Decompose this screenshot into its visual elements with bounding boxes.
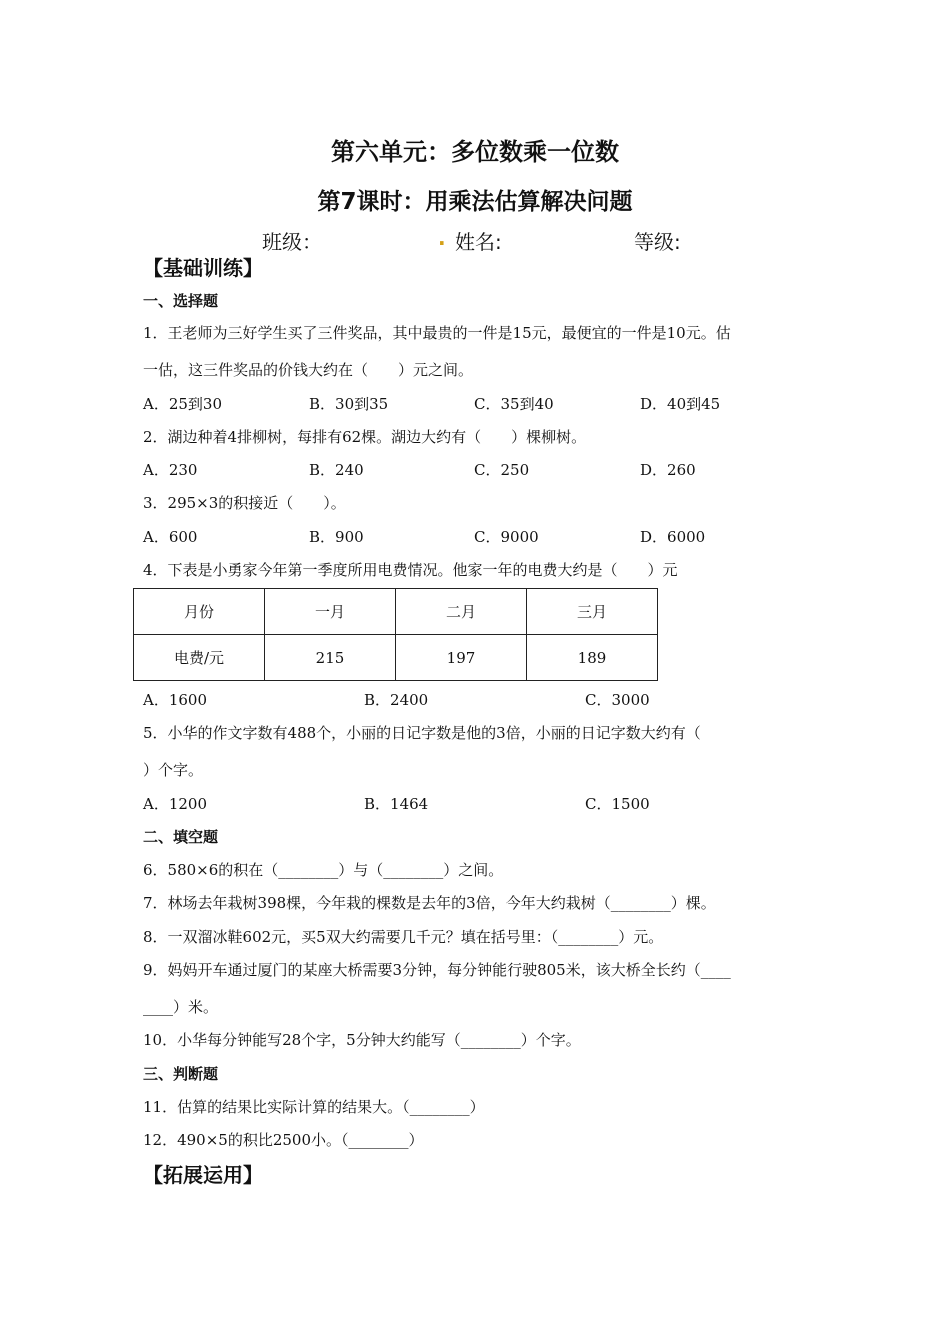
- electricity-fee-table: [133, 588, 658, 681]
- question-4: 4．下表是小勇家今年第一季度所用电费情况。他家一年的电费大约是（ ）元: [143, 561, 678, 579]
- q2-option-a: A．230: [143, 461, 198, 479]
- q1-option-c: C．35到40: [474, 395, 554, 413]
- part3-heading: 三、判断题: [143, 1065, 219, 1083]
- dot-mark: .: [438, 226, 446, 250]
- question-3: 3．295×3的积接近（ ）。: [143, 494, 346, 512]
- section-extended-application: 【拓展运用】: [143, 1163, 263, 1187]
- table-cell: 三月: [527, 589, 658, 635]
- question-6: 6．580×6的积在（________）与（________）之间。: [143, 861, 504, 879]
- q3-option-d: D．6000: [640, 528, 706, 546]
- q1-option-b: B．30到35: [309, 395, 389, 413]
- question-5-line2: ）个字。: [143, 761, 204, 779]
- q2-option-b: B．240: [309, 461, 364, 479]
- section-basic-training: 【基础训练】: [143, 256, 263, 280]
- q5-option-b: B．1464: [364, 795, 429, 813]
- question-9-line1: 9．妈妈开车通过厦门的某座大桥需要3分钟，每分钟能行驶805米，该大桥全长约（____: [143, 961, 731, 979]
- question-2: 2．湖边种着4排柳树，每排有62棵。湖边大约有（ ）棵柳树。: [143, 428, 587, 446]
- table-cell: 一月: [265, 589, 396, 635]
- q4-option-a: A．1600: [143, 691, 208, 709]
- q4-option-b: B．2400: [364, 691, 429, 709]
- question-8: 8．一双溜冰鞋602元，买5双大约需要几千元？填在括号里：（________）元。: [143, 928, 664, 946]
- q3-option-a: A．600: [143, 528, 198, 546]
- page-title: 第六单元：多位数乘一位数: [331, 138, 619, 166]
- lesson-subtitle: 第7课时：用乘法估算解决问题: [317, 189, 633, 215]
- question-5-line1: 5．小华的作文字数有488个，小丽的日记字数是他的3倍，小丽的日记字数大约有（: [143, 724, 701, 742]
- table-cell: 月份: [134, 589, 265, 635]
- table-cell: 189: [527, 635, 658, 681]
- table-cell: 197: [396, 635, 527, 681]
- q3-option-c: C．9000: [474, 528, 539, 546]
- q5-option-c: C．1500: [585, 795, 650, 813]
- name-label: 姓名:: [455, 230, 502, 254]
- question-12: 12．490×5的积比2500小。（________）: [143, 1131, 424, 1149]
- table-row: [134, 635, 658, 681]
- class-label: 班级：: [262, 230, 322, 254]
- grade-label: 等级:: [634, 230, 681, 254]
- part1-heading: 一、选择题: [143, 292, 219, 310]
- question-7: 7．林场去年栽树398棵，今年栽的棵数是去年的3倍，今年大约栽树（________）棵。: [143, 894, 716, 912]
- q1-option-d: D．40到45: [640, 395, 721, 413]
- q5-option-a: A．1200: [143, 795, 208, 813]
- question-1-line1: 1．王老师为三好学生买了三件奖品，其中最贵的一件是15元，最便宜的一件是10元。估: [143, 324, 731, 342]
- question-9-line2: ____）米。: [143, 998, 219, 1016]
- q1-option-a: A．25到30: [143, 395, 223, 413]
- table-row: [134, 589, 658, 635]
- q4-option-c: C．3000: [585, 691, 650, 709]
- part2-heading: 二、填空题: [143, 828, 219, 846]
- q3-option-b: B．900: [309, 528, 364, 546]
- q2-option-d: D．260: [640, 461, 696, 479]
- question-11: 11．估算的结果比实际计算的结果大。（________）: [143, 1098, 485, 1116]
- table-cell: 电费/元: [134, 635, 265, 681]
- table-cell: 215: [265, 635, 396, 681]
- table-cell: 二月: [396, 589, 527, 635]
- question-10: 10．小华每分钟能写28个字，5分钟大约能写（________）个字。: [143, 1031, 581, 1049]
- q2-option-c: C．250: [474, 461, 530, 479]
- question-1-line2: 一估，这三件奖品的价钱大约在（ ）元之间。: [143, 361, 474, 379]
